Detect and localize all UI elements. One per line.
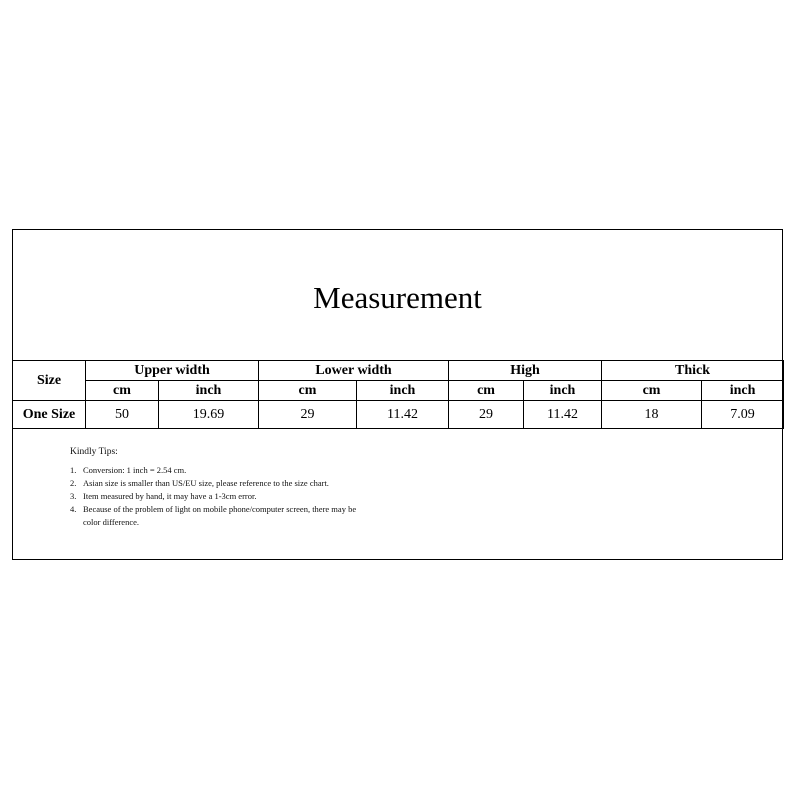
group-header-row xyxy=(13,361,784,381)
title-area xyxy=(13,230,782,361)
tip-item xyxy=(70,490,368,503)
measurement-sheet xyxy=(12,229,783,560)
unit-header: cm xyxy=(86,381,159,401)
tip-text: Because of the problem of light on mobile phone/computer screen, there may be color difference. xyxy=(83,504,357,528)
tip-item xyxy=(70,477,368,490)
table-cell: 19.69 xyxy=(159,401,259,429)
table-cell: 29 xyxy=(449,401,524,429)
unit-header: cm xyxy=(259,381,357,401)
table-cell: 50 xyxy=(86,401,159,429)
tip-number: 1. xyxy=(70,464,77,475)
row-label: One Size xyxy=(13,401,86,429)
unit-header: inch xyxy=(357,381,449,401)
tip-number: 4. xyxy=(70,504,77,515)
tip-text: Asian size is smaller than US/EU size, please reference to the size chart. xyxy=(83,477,329,488)
tip-number: 3. xyxy=(70,491,77,502)
unit-header-row xyxy=(13,381,784,401)
table-cell: 18 xyxy=(602,401,702,429)
size-header: Size xyxy=(13,361,86,401)
tip-item xyxy=(70,464,368,477)
page-title: Measurement xyxy=(313,279,482,315)
unit-header: inch xyxy=(159,381,259,401)
table-cell: 29 xyxy=(259,401,357,429)
tip-text: Item measured by hand, it may have a 1-3cm error. xyxy=(83,491,257,502)
table-cell: 11.42 xyxy=(524,401,602,429)
kindly-tips xyxy=(70,445,368,530)
group-header-thick: Thick xyxy=(602,361,784,381)
table-cell: 7.09 xyxy=(702,401,784,429)
unit-header: cm xyxy=(602,381,702,401)
group-header-lower-width: Lower width xyxy=(259,361,449,381)
unit-header: inch xyxy=(524,381,602,401)
tips-title: Kindly Tips: xyxy=(70,447,118,457)
tip-text: Conversion: 1 inch = 2.54 cm. xyxy=(83,464,187,475)
table-row xyxy=(13,401,784,429)
unit-header: cm xyxy=(449,381,524,401)
tip-item xyxy=(70,503,368,529)
table-cell: 11.42 xyxy=(357,401,449,429)
group-header-upper-width: Upper width xyxy=(86,361,259,381)
unit-header: inch xyxy=(702,381,784,401)
tip-number: 2. xyxy=(70,477,77,488)
group-header-high: High xyxy=(449,361,602,381)
size-table xyxy=(12,360,784,429)
